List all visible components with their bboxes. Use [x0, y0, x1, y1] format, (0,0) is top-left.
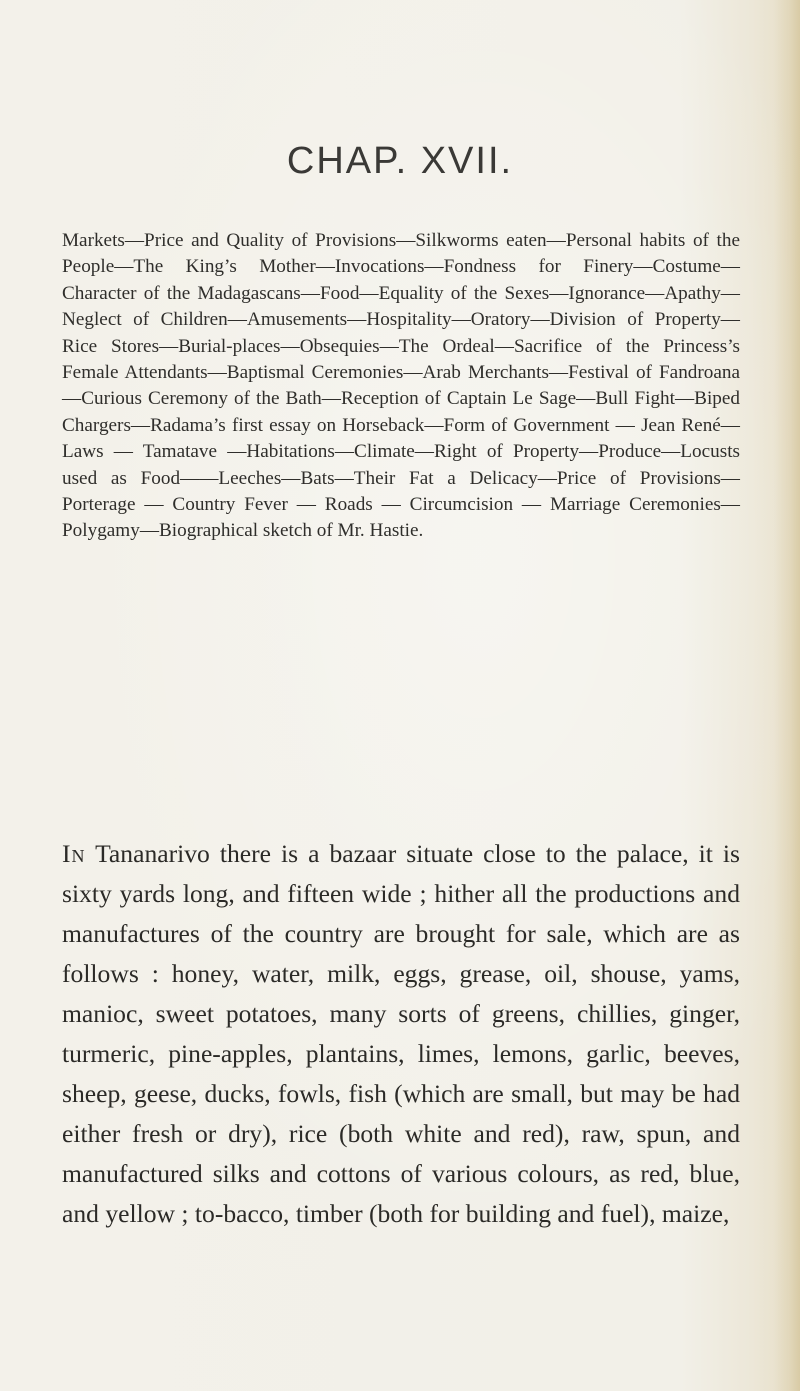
lead-word: In [62, 839, 86, 868]
body-paragraph-text: Tananarivo there is a bazaar situate close to the palace, it is sixty yards long, and fifteen wide ; hither all the productions and manufactures of the country are brought for sale, which are as follows : honey, water, milk, eggs, grease, oil, shouse, yams, manioc, sweet potatoes, many sorts of greens, chillies, ginger, turmeric, pine-apples, plantains, limes, lemons, garlic, beeves, sheep, geese, ducks, fowls, fish (which are small, but may be had either fresh or dry), rice (both white and red), raw, spun, and manufactured silks and cottons of various colours, as red, blue, and yellow ; to-bacco, timber (both for building and fuel), maize, [62, 839, 740, 1228]
body-paragraph [62, 834, 740, 1234]
chapter-title: CHAP. XVII. [286, 140, 514, 182]
page-edge-shadow [774, 0, 800, 1391]
chapter-synopsis: Markets—Price and Quality of Provisions—Silkworms eaten—Personal habits of the People—The King’s Mother—Invocations—Fondness for Finery—Costume—Character of the Madagascans—Food—Equality of the Sexes—Ignorance—Apathy—Neglect of Children—Amusements—Hospitality—Oratory—Division of Property—Rice Stores—Burial-places—Obsequies—The Ordeal—Sacrifice of the Princess’s Female Attendants—Baptismal Ceremonies—Arab Merchants—Festival of Fandroana—Curious Ceremony of the Bath—Reception of Captain Le Sage—Bull Fight—Biped Chargers—Radama’s first essay on Horseback—Form of Government — Jean René—Laws — Tamatave —Habitations—Climate—Right of Property—Produce—Locusts used as Food——Leeches—Bats—Their Fat a Delicacy—Price of Provisions—Porterage — Country Fever — Roads — Circumcision — Marriage Ceremonies—Polygamy—Biographical sketch of Mr. Hastie. [62, 230, 740, 542]
